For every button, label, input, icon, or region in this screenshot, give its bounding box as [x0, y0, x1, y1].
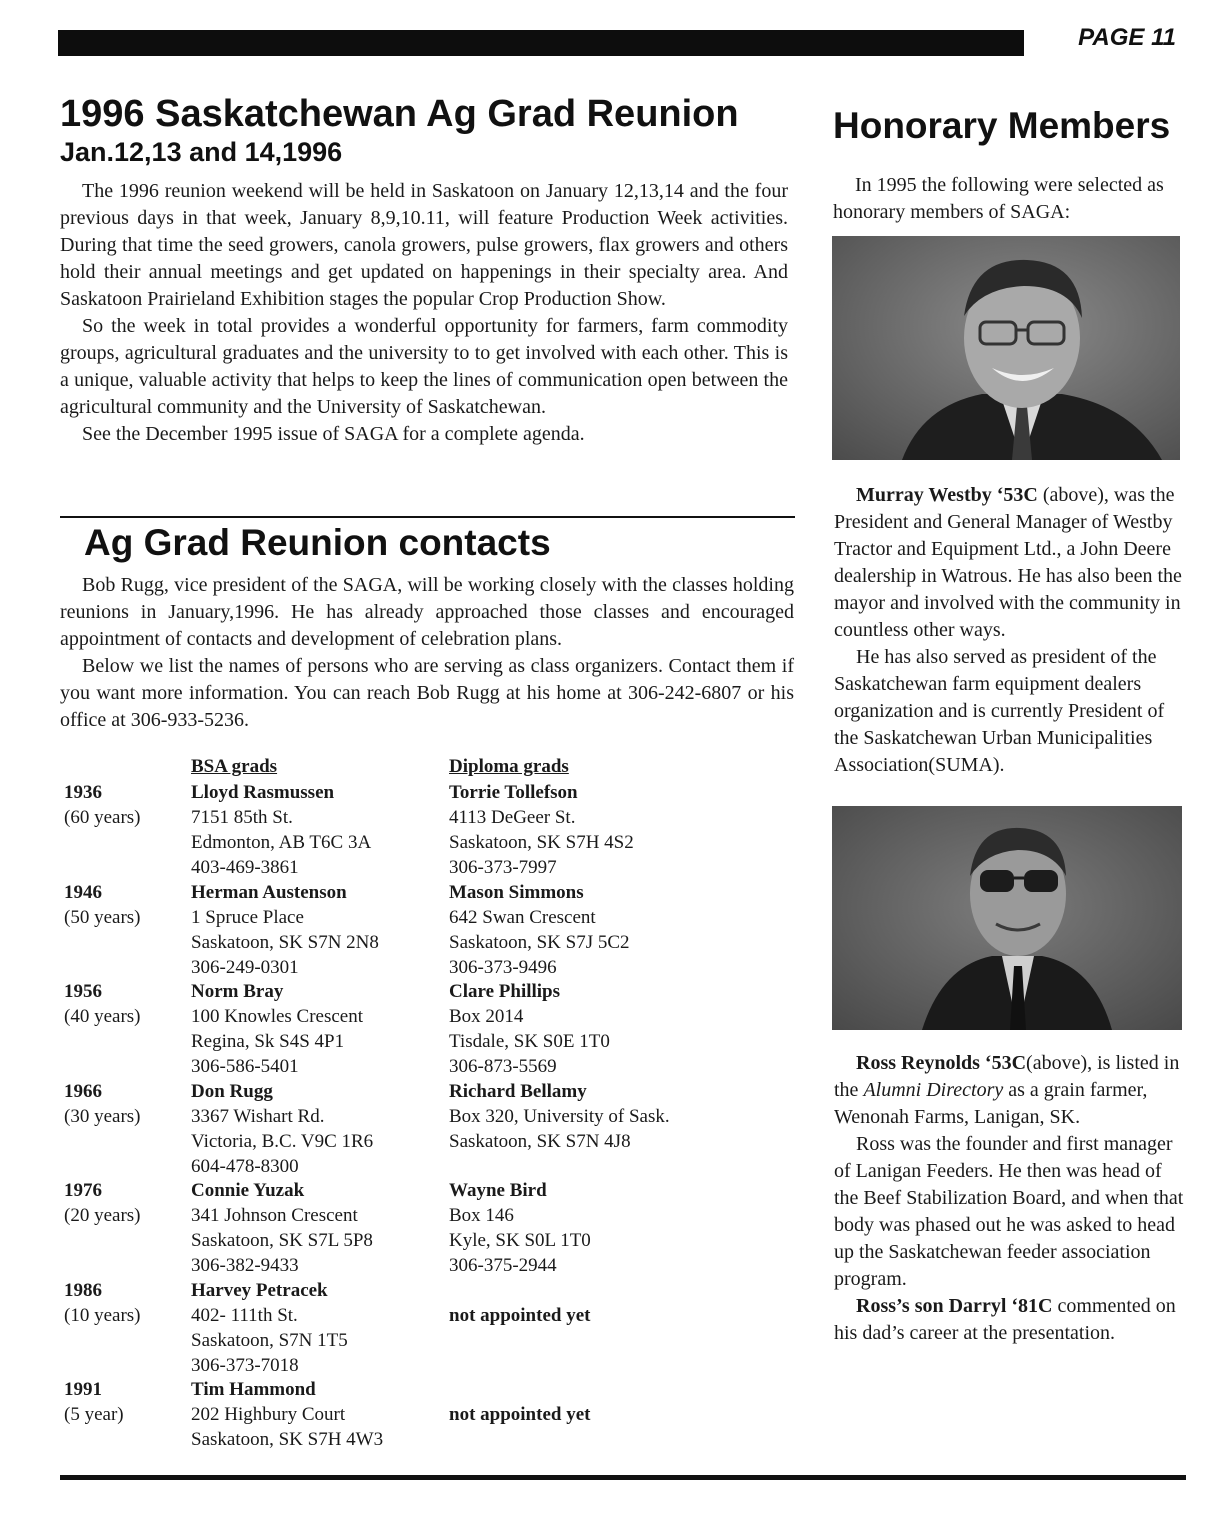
class-years-ago: (60 years) [64, 807, 141, 828]
bsa-contact-name: Don Rugg [191, 1080, 273, 1102]
honorary-intro [833, 172, 1181, 226]
bsa-contact-detail: 7151 85th St. [191, 807, 293, 828]
reynolds-bio-text: (above), is listed in the [834, 1052, 1180, 1101]
bsa-contact-name: Herman Austenson [191, 881, 347, 903]
class-year: 1976 [64, 1180, 102, 1201]
diploma-contact-detail: Box 146 [449, 1205, 514, 1226]
westby-bio-2: He has also served as president of the Saskatchewan farm equipment dealers organization and is currently President of the Saskatchewan Urban Municipalities Association(SUMA). [834, 646, 1165, 776]
class-year: 1966 [64, 1080, 102, 1102]
bsa-contact-detail: Victoria, B.C. V9C 1R6 [191, 1130, 374, 1152]
class-year: 1956 [64, 981, 102, 1002]
diploma-contact-name: Clare Phillips [449, 981, 561, 1002]
diploma-contact-name: Mason Simmons [449, 881, 584, 903]
page-number: PAGE 11 [1078, 24, 1176, 51]
footer-rule [60, 1475, 1186, 1480]
bsa-contact-detail: 306-382-9433 [191, 1255, 299, 1276]
diploma-contact-detail: Saskatoon, SK S7H 4S2 [449, 832, 634, 853]
diploma-not-appointed: not appointed yet [449, 1304, 591, 1326]
bsa-contact-detail: Saskatoon, SK S7H 4W3 [191, 1429, 384, 1450]
reynolds-article [834, 1050, 1184, 1347]
honorary-title: Honorary Members [833, 105, 1171, 146]
diploma-contact-detail: 306-373-7997 [449, 857, 557, 878]
contacts-paragraph: Bob Rugg, vice president of the SAGA, will be working closely with the classes holding reunions in January,1996. He has already approached those classes and encouraged appointment of contacts and development of celebration plans. [60, 574, 794, 650]
bsa-contact-detail: 3367 Wishart Rd. [191, 1105, 325, 1127]
reunion-article [60, 178, 788, 448]
diploma-contact-name: Richard Bellamy [449, 1080, 587, 1102]
westby-bio [834, 482, 1184, 644]
diploma-contact-detail: 4113 DeGeer St. [449, 807, 576, 828]
contacts-title: Ag Grad Reunion contacts [84, 522, 551, 563]
diploma-contact-detail: Saskatoon, SK S7N 4J8 [449, 1130, 631, 1152]
class-year: 1986 [64, 1279, 102, 1301]
westby-name: Murray Westby ‘53C [856, 484, 1038, 506]
class-years-ago: (5 year) [64, 1404, 124, 1425]
bsa-contact-name: Tim Hammond [191, 1379, 316, 1400]
bsa-contact-detail: 306-373-7018 [191, 1354, 299, 1376]
class-year: 1991 [64, 1379, 102, 1400]
reynolds-name: Ross Reynolds ‘53C [856, 1052, 1027, 1074]
bsa-contact-detail: 100 Knowles Crescent [191, 1006, 364, 1027]
reynolds-son-note [834, 1293, 1184, 1347]
class-years-ago: (10 years) [64, 1304, 141, 1326]
contacts-paragraph: Below we list the names of persons who are serving as class organizers. Contact them if you want more information. You can reach Bob Rugg at his home at 306-242-6807 or his office at 306-933-5236. [60, 655, 794, 731]
reynolds-photo [832, 806, 1182, 1030]
diploma-contact-detail: 306-375-2944 [449, 1255, 557, 1276]
bsa-contact-detail: 202 Highbury Court [191, 1404, 346, 1425]
reunion-paragraph: The 1996 reunion weekend will be held in Saskatoon on January 12,13,14 and the four previous days in that week, January 8,9,10.11, will feature Production Week activities. During that time the seed growers, canola growers, pulse growers, flax growers and others hold their annual meetings and get updated on happenings in their specialty area. And Saskatoon Prairieland Exhibition stages the popular Crop Production Show. [60, 180, 788, 310]
bsa-contact-detail: 604-478-8300 [191, 1155, 299, 1177]
bsa-contact-name: Norm Bray [191, 981, 284, 1002]
diploma-contact-name: Torrie Tollefson [449, 782, 578, 803]
honorary-intro-text: In 1995 the following were selected as honorary members of SAGA: [833, 174, 1164, 223]
diploma-column-header: Diploma grads [449, 756, 569, 777]
reunion-dates: Jan.12,13 and 14,1996 [60, 137, 343, 167]
bsa-contact-detail: Regina, Sk S4S 4P1 [191, 1031, 345, 1052]
diploma-contact-detail: Box 2014 [449, 1006, 524, 1027]
bsa-contact-detail: 341 Johnson Crescent [191, 1205, 358, 1226]
bsa-contact-detail: 1 Spruce Place [191, 906, 304, 928]
son-note-text: commented on his dad’s career at the presentation. [834, 1295, 1176, 1344]
diploma-contact-detail: 306-373-9496 [449, 956, 557, 978]
bsa-contact-name: Harvey Petracek [191, 1279, 328, 1301]
class-years-ago: (40 years) [64, 1006, 141, 1027]
bsa-contact-detail: 306-586-5401 [191, 1056, 299, 1077]
reynolds-bio-text-2: as a grain farmer, Wenonah Farms, Lanigan, SK. [834, 1079, 1148, 1128]
diploma-not-appointed: not appointed yet [449, 1404, 591, 1425]
class-year: 1936 [64, 782, 102, 803]
bsa-contact-detail: Edmonton, AB T6C 3A [191, 832, 372, 853]
bsa-contact-name: Lloyd Rasmussen [191, 782, 335, 803]
class-year: 1946 [64, 881, 102, 903]
bsa-column-header: BSA grads [191, 756, 278, 777]
contacts-article [60, 572, 794, 734]
son-name: Ross’s son Darryl ‘81C [856, 1295, 1053, 1317]
bsa-contact-detail: 403-469-3861 [191, 857, 299, 878]
bsa-contact-name: Connie Yuzak [191, 1180, 305, 1201]
reynolds-bio [834, 1050, 1184, 1131]
reunion-paragraph: So the week in total provides a wonderful opportunity for farmers, farm commodity groups, agricultural graduates and the university to to get involved with each other. This is a unique, valuable activity that helps to keep the lines of communication open between the agricultural community and the University of Saskatchewan. [60, 315, 788, 418]
bsa-contact-detail: 306-249-0301 [191, 956, 299, 978]
diploma-contact-name: Wayne Bird [449, 1180, 547, 1201]
alumni-directory-title: Alumni Directory [863, 1079, 1004, 1101]
reynolds-bio-2: Ross was the founder and first manager of Lanigan Feeders. He then was head of the Beef Stabilization Board, and when that body was phased out he was asked to head up the Saskatchewan feeder association program. [834, 1133, 1184, 1290]
section-divider [60, 516, 795, 518]
header-rule [58, 30, 1024, 56]
bsa-contact-detail: 402- 111th St. [191, 1304, 298, 1326]
class-years-ago: (50 years) [64, 906, 141, 928]
reunion-paragraph: See the December 1995 issue of SAGA for a complete agenda. [82, 423, 585, 445]
diploma-contact-detail: 306-873-5569 [449, 1056, 557, 1077]
bsa-contact-detail: Saskatoon, SK S7N 2N8 [191, 931, 379, 953]
bsa-contact-detail: Saskatoon, SK S7L 5P8 [191, 1230, 373, 1251]
diploma-contact-detail: 642 Swan Crescent [449, 906, 596, 928]
diploma-contact-detail: Box 320, University of Sask. [449, 1105, 670, 1127]
diploma-contact-detail: Kyle, SK S0L 1T0 [449, 1230, 591, 1251]
class-years-ago: (20 years) [64, 1205, 141, 1226]
diploma-contact-detail: Saskatoon, SK S7J 5C2 [449, 931, 630, 953]
westby-bio-text: (above), was the President and General Manager of Westby Tractor and Equipment Ltd., a John Deere dealership in Watrous. He has also been the mayor and involved with the community in countless other ways. [834, 484, 1182, 641]
reunion-title: 1996 Saskatchewan Ag Grad Reunion [60, 93, 739, 135]
westby-photo [832, 236, 1180, 460]
westby-article [834, 482, 1184, 779]
bsa-contact-detail: Saskatoon, S7N 1T5 [191, 1329, 348, 1351]
class-years-ago: (30 years) [64, 1105, 141, 1127]
diploma-contact-detail: Tisdale, SK S0E 1T0 [449, 1031, 610, 1052]
